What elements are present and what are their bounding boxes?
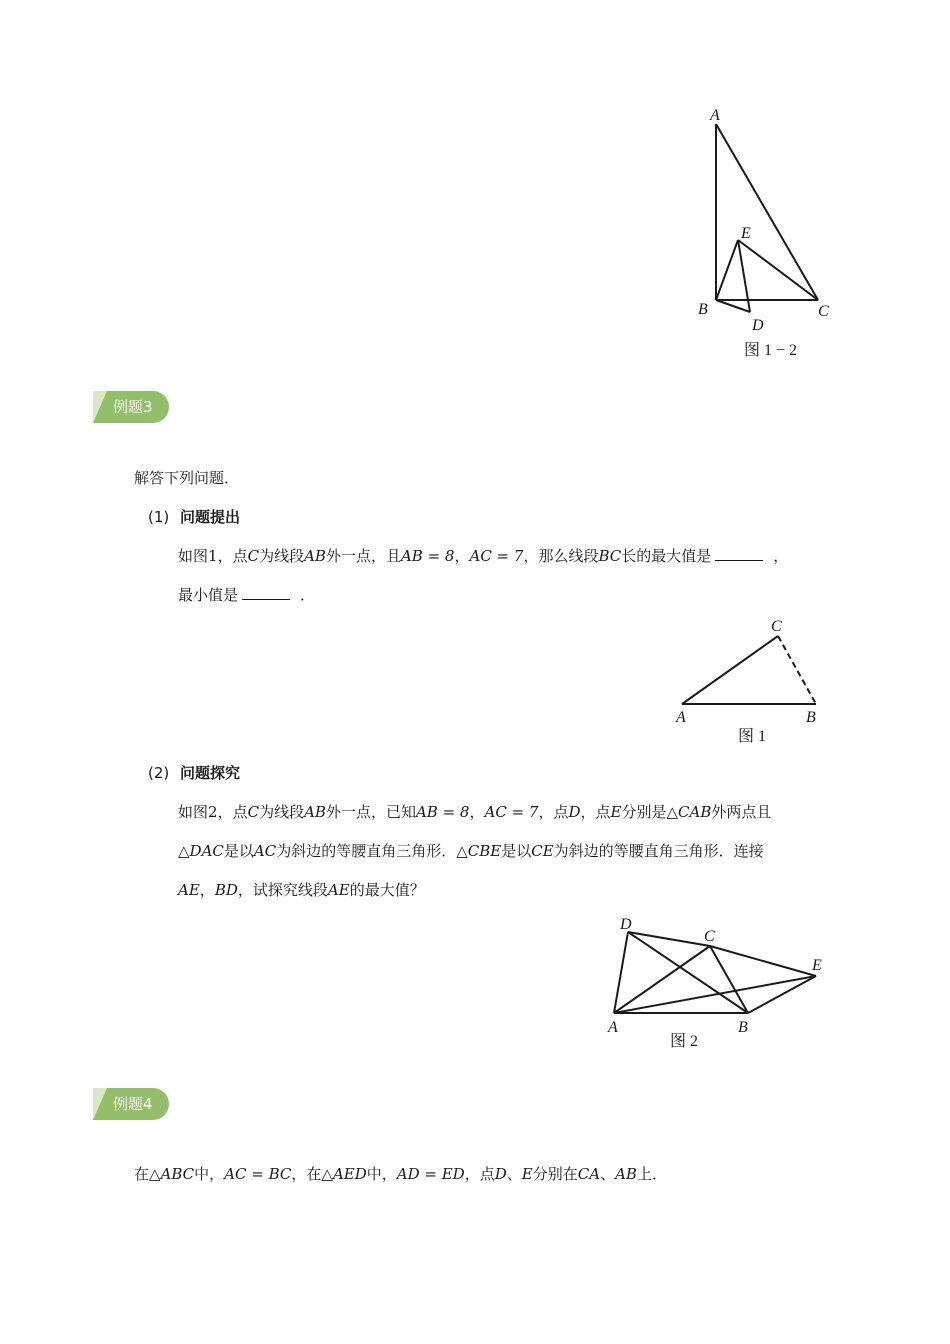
- t: 2: [208, 803, 218, 821]
- t: E: [521, 1165, 533, 1183]
- t: BD: [214, 881, 238, 899]
- t: ，: [773, 547, 789, 565]
- t: ，那么线段: [523, 547, 599, 565]
- t: ，试探究线段: [237, 881, 328, 899]
- t: 为斜边的等腰直角三角形．△: [276, 842, 468, 860]
- t: ，点: [580, 803, 611, 821]
- t: AB: [304, 547, 326, 565]
- t: ，: [199, 881, 215, 899]
- t: AE: [327, 881, 350, 899]
- t: 为斜边的等腰直角三角形．连接: [553, 842, 764, 860]
- part1-number: (1): [148, 508, 170, 526]
- label-B: B: [806, 709, 816, 726]
- t: AD = ED: [396, 1165, 465, 1183]
- t: △: [178, 842, 190, 860]
- example-4-badge-label: 例题4: [113, 1095, 153, 1113]
- t: 长的最大值是: [621, 547, 712, 565]
- t: E: [610, 803, 622, 821]
- t: AB = 8: [400, 547, 455, 565]
- ex3-part2-line2: [178, 841, 764, 861]
- t: AB: [304, 803, 326, 821]
- label-C: C: [818, 303, 829, 320]
- label-B: B: [738, 1019, 748, 1036]
- example-3-badge-label: 例题3: [113, 398, 153, 416]
- part1-title: 问题提出: [180, 508, 241, 526]
- t: AC = 7: [484, 803, 539, 821]
- ex4-line: [134, 1164, 667, 1184]
- t: 中，: [366, 1165, 397, 1183]
- t: 外一点，且: [325, 547, 401, 565]
- label-A: A: [608, 1019, 618, 1036]
- figure-1-2: [690, 100, 850, 340]
- t: CBE: [467, 842, 502, 860]
- ex3-part1-line2: [178, 585, 315, 605]
- t: 1: [208, 547, 218, 565]
- ex3-intro: 解答下列问题．: [134, 469, 240, 487]
- figure-1-caption: 图 1: [738, 728, 767, 745]
- t: ，: [454, 547, 470, 565]
- t: 外一点，已知: [325, 803, 416, 821]
- part2-number: (2): [148, 764, 170, 782]
- t: ，点: [464, 1165, 495, 1183]
- t: 、: [600, 1165, 616, 1183]
- label-B: B: [698, 301, 708, 318]
- t: CAB: [678, 803, 712, 821]
- answer-blank-max[interactable]: [715, 546, 763, 561]
- t: AB = 8: [415, 803, 470, 821]
- t: 分别是△: [621, 803, 679, 821]
- t: 为线段: [259, 547, 305, 565]
- label-D: D: [752, 317, 764, 334]
- t: 的最大值？: [349, 881, 425, 899]
- t: 如图: [178, 547, 209, 565]
- part2-title: 问题探究: [180, 764, 241, 782]
- figure-1-2-caption: 图 1 − 2: [744, 342, 798, 359]
- ex3-part2-line1: [178, 802, 771, 822]
- t: C: [247, 803, 260, 821]
- t: ．: [300, 586, 316, 604]
- t: 、: [506, 1165, 522, 1183]
- t: AC = 7: [469, 547, 524, 565]
- t: C: [247, 547, 260, 565]
- t: 分别在: [532, 1165, 578, 1183]
- t: 如图: [178, 803, 209, 821]
- t: 是以: [501, 842, 532, 860]
- t: CE: [531, 842, 554, 860]
- t: ，点: [538, 803, 569, 821]
- t: D: [494, 1165, 507, 1183]
- t: 外两点且: [711, 803, 772, 821]
- t: 中，: [194, 1165, 225, 1183]
- t: ，在△: [291, 1165, 333, 1183]
- t: AC: [253, 842, 277, 860]
- label-A: A: [676, 709, 686, 726]
- t: AED: [332, 1165, 367, 1183]
- t: AC = BC: [224, 1165, 292, 1183]
- t: BC: [598, 547, 622, 565]
- label-E: E: [741, 225, 751, 242]
- t: 为线段: [259, 803, 305, 821]
- label-D: D: [620, 916, 632, 933]
- label-A: A: [710, 107, 720, 124]
- figure-2: [600, 908, 840, 1038]
- t: 在△: [134, 1165, 161, 1183]
- figure-2-caption: 图 2: [670, 1033, 699, 1050]
- label-C: C: [771, 618, 782, 635]
- t: CA: [577, 1165, 601, 1183]
- t: DAC: [189, 842, 224, 860]
- label-E: E: [812, 957, 822, 974]
- t: AB: [615, 1165, 637, 1183]
- example-3-badge: [93, 391, 169, 423]
- label-C: C: [704, 928, 715, 945]
- t: D: [568, 803, 581, 821]
- ex3-part1-heading: [148, 507, 240, 527]
- ex3-part2-heading: [148, 763, 240, 783]
- t: ，点: [217, 547, 248, 565]
- t: 是以: [223, 842, 254, 860]
- t: AE: [178, 881, 200, 899]
- t: ，: [469, 803, 485, 821]
- t: ，点: [217, 803, 248, 821]
- figure-1: [670, 612, 840, 732]
- t: ABC: [160, 1165, 195, 1183]
- ex3-part1-line1: [178, 546, 788, 566]
- t: 最小值是: [178, 586, 239, 604]
- t: 上．: [636, 1165, 667, 1183]
- answer-blank-min[interactable]: [242, 585, 290, 600]
- ex3-part2-line3: [178, 880, 425, 900]
- example-4-badge: [93, 1088, 169, 1120]
